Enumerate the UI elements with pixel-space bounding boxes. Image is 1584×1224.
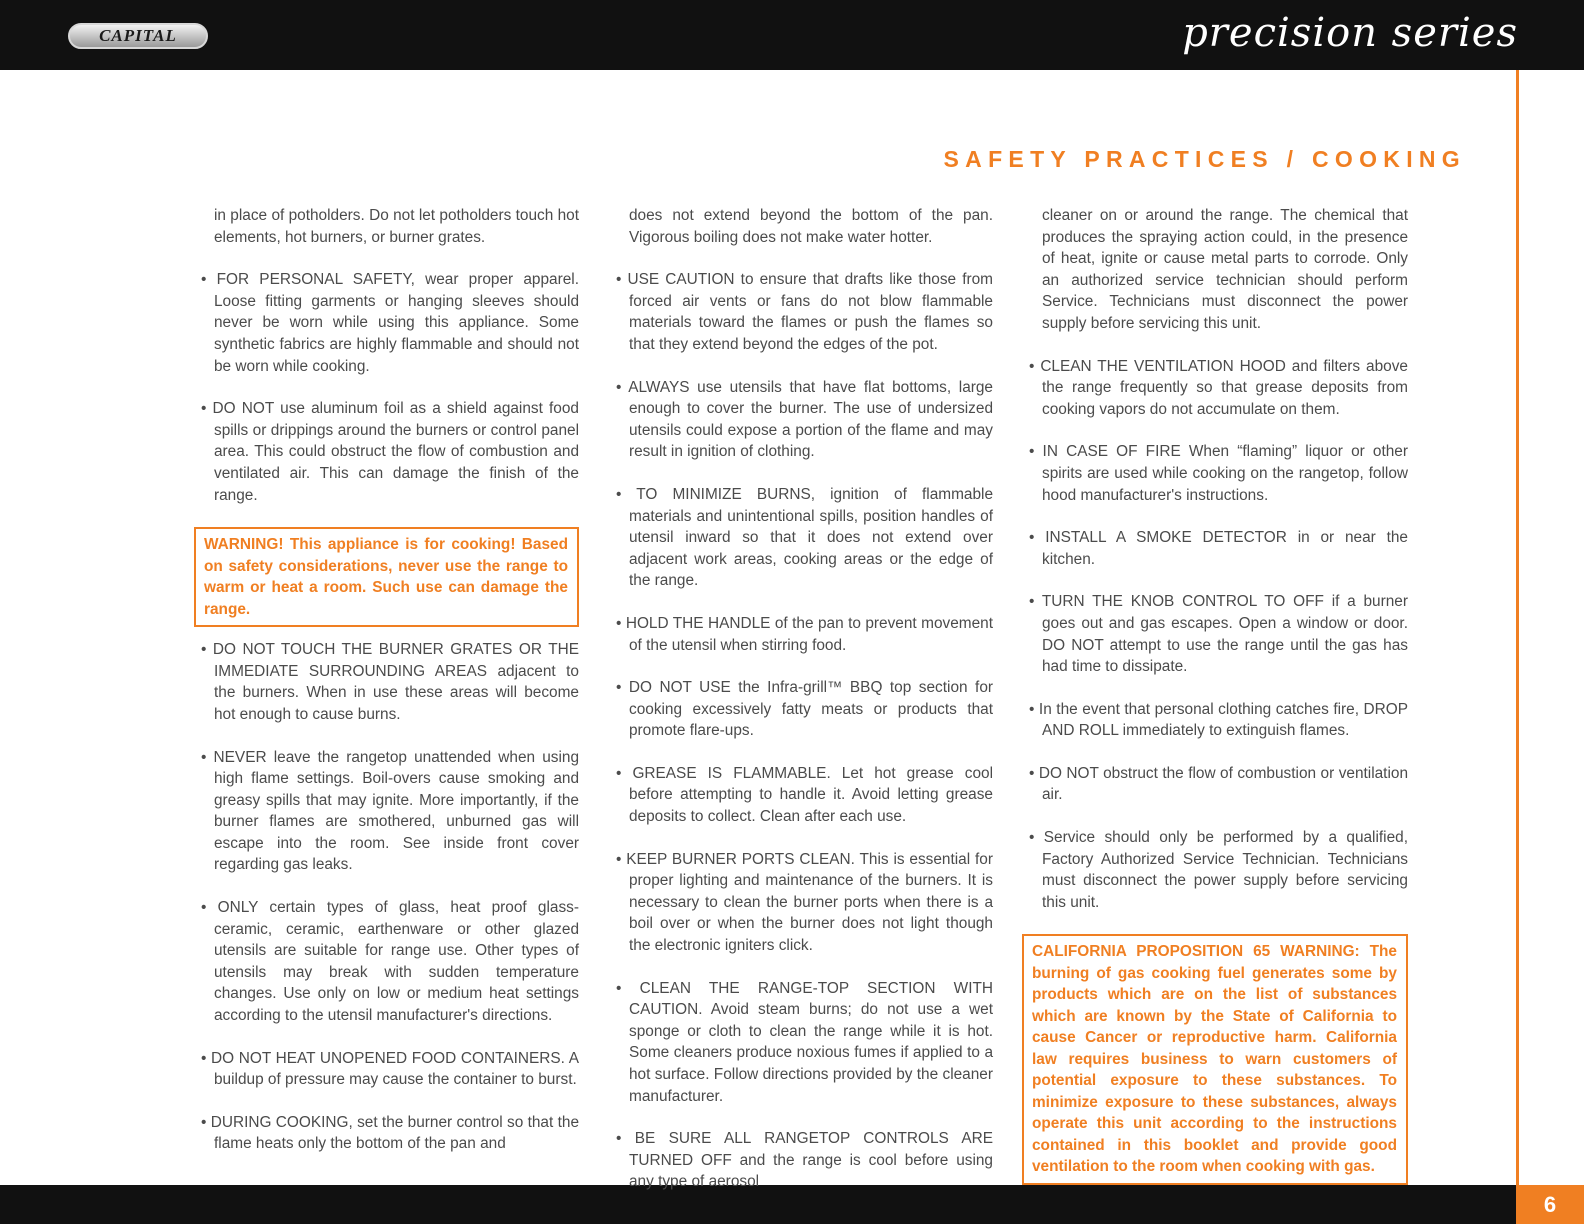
section-title: SAFETY PRACTICES / COOKING [943,146,1466,172]
bullet-paragraph: • ALWAYS use utensils that have flat bottoms, large enough to cover the burner. The use of undersized utensils could expose a portion of the flame and may result in ignition of clothing. [612,377,993,463]
header-bar [0,0,1584,70]
paragraph: does not extend beyond the bottom of the pan. Vigorous boiling does not make water hotter. [629,207,993,246]
bullet-paragraph: • DURING COOKING, set the burner control so that the flame heats only the bottom of the pan and [197,1112,579,1155]
bullet-paragraph: • Service should only be performed by a qualified, Factory Authorized Service Technician. Technicians must disconnect the power supply before servicing this unit. [1025,827,1408,913]
prop65-warning-box: CALIFORNIA PROPOSITION 65 WARNING: The burning of gas cooking fuel generates some by products which are on the list of substances which are known by the State of California to cause Cancer or reproductive harm. California law requires business to warn customers of potential exposure to these substances. To minimize exposure to these substances, always operate this unit according to the instructions contained in this booklet and provide good ventilation to the room when cooking with gas. [1022,934,1408,1185]
bullet-paragraph: • TURN THE KNOB CONTROL TO OFF if a burner goes out and gas escapes. Open a window or door. DO NOT attempt to use the range until the gas has had time to dissipate. [1025,591,1408,677]
bullet-paragraph: • USE CAUTION to ensure that drafts like those from forced air vents or fans do not blow flammable materials toward the flames or push the flames so that they extend beyond the edges of the pot. [612,269,993,355]
bullet-paragraph: • NEVER leave the rangetop unattended when using high flame settings. Boil-overs cause smoking and greasy spills that may ignite. More importantly, if the burner flames are smothered, unburned gas will escape into the room. See inside front cover regarding gas leaks. [197,747,579,877]
bullet-paragraph: • INSTALL A SMOKE DETECTOR in or near the kitchen. [1025,527,1408,570]
bullet-paragraph: • DO NOT USE the Infra-grill™ BBQ top section for cooking excessively fatty meats or products that promote flare-ups. [612,677,993,742]
column-1 [197,205,579,1176]
bullet-paragraph: • KEEP BURNER PORTS CLEAN. This is essential for proper lighting and maintenance of the burners. It is necessary to clean the burner ports when there is a boil over or when the burner does not light though the electronic igniters click. [612,849,993,957]
bullet-paragraph: • DO NOT TOUCH THE BURNER GRATES OR THE IMMEDIATE SURROUNDING AREAS adjacent to the burners. When in use these areas will become hot enough to cause burns. [197,639,579,725]
series-title: precision series [1182,10,1518,56]
bullet-paragraph: • CLEAN THE RANGE-TOP SECTION WITH CAUTION. Avoid steam burns; do not use a wet sponge or cloth to clean the range while it is hot. Some cleaners produce noxious fumes if applied to a hot surface. Follow directions provided by the cleaner manufacturer. [612,978,993,1108]
paragraph: in place of potholders. Do not let potholders touch hot elements, hot burners, or burner grates. [214,207,579,246]
bullet-paragraph: • GREASE IS FLAMMABLE. Let hot grease cool before attempting to handle it. Avoid letting grease deposits to collect. Clean after each use. [612,763,993,828]
bullet-paragraph: • DO NOT obstruct the flow of combustion or ventilation air. [1025,763,1408,806]
bullet-paragraph: • TO MINIMIZE BURNS, ignition of flammable materials and unintentional spills, position handles of utensil inward so that it does not extend over adjacent work areas, cooking areas or the edge of the range. [612,484,993,592]
bullet-paragraph: • FOR PERSONAL SAFETY, wear proper apparel. Loose fitting garments or hanging sleeves should never be worn while using this appliance. Some synthetic fabrics are highly flammable and should not be worn while cooking. [197,269,579,377]
column-3 [1025,205,1408,1197]
bullet-paragraph: • DO NOT use aluminum foil as a shield against food spills or drippings around the burners or control panel area. This could obstruct the flow of combustion and ventilated air. This can damage the finish of the range. [197,398,579,506]
capital-logo: CAPITAL [68,23,208,49]
bullet-paragraph: • DO NOT HEAT UNOPENED FOOD CONTAINERS. A buildup of pressure may cause the container to burst. [197,1048,579,1091]
paragraph: cleaner on or around the range. The chemical that produces the spraying action could, in the presence of heat, ignite or cause metal parts to corrode. Only an authorized service technician should perform Service. Technicians must disconnect the power supply before servicing this unit. [1042,207,1408,332]
bullet-paragraph: • BE SURE ALL RANGETOP CONTROLS ARE TURNED OFF and the range is cool before using any type of aerosol [612,1128,993,1193]
orange-divider [1516,70,1519,1185]
bullet-paragraph: • ONLY certain types of glass, heat proof glass-ceramic, ceramic, earthenware or other glazed utensils are suitable for range use. Other types of utensils may break with sudden temperature changes. Use only on low or medium heat settings according to the utensil manufacturer's directions. [197,897,579,1027]
column-2 [612,205,993,1214]
bullet-paragraph: • CLEAN THE VENTILATION HOOD and filters above the range frequently so that grease deposits from cooking vapors do not accumulate on them. [1025,356,1408,421]
warning-box: WARNING! This appliance is for cooking! Based on safety considerations, never use the range to warm or heat a room. Such use can damage the range. [194,527,579,627]
bullet-paragraph: • IN CASE OF FIRE When “flaming” liquor or other spirits are used while cooking on the rangetop, follow hood manufacturer's instructions. [1025,441,1408,506]
bullet-paragraph: • In the event that personal clothing catches fire, DROP AND ROLL immediately to extinguish flames. [1025,699,1408,742]
bullet-paragraph: • HOLD THE HANDLE of the pan to prevent movement of the utensil when stirring food. [612,613,993,656]
page-number: 6 [1516,1185,1584,1224]
